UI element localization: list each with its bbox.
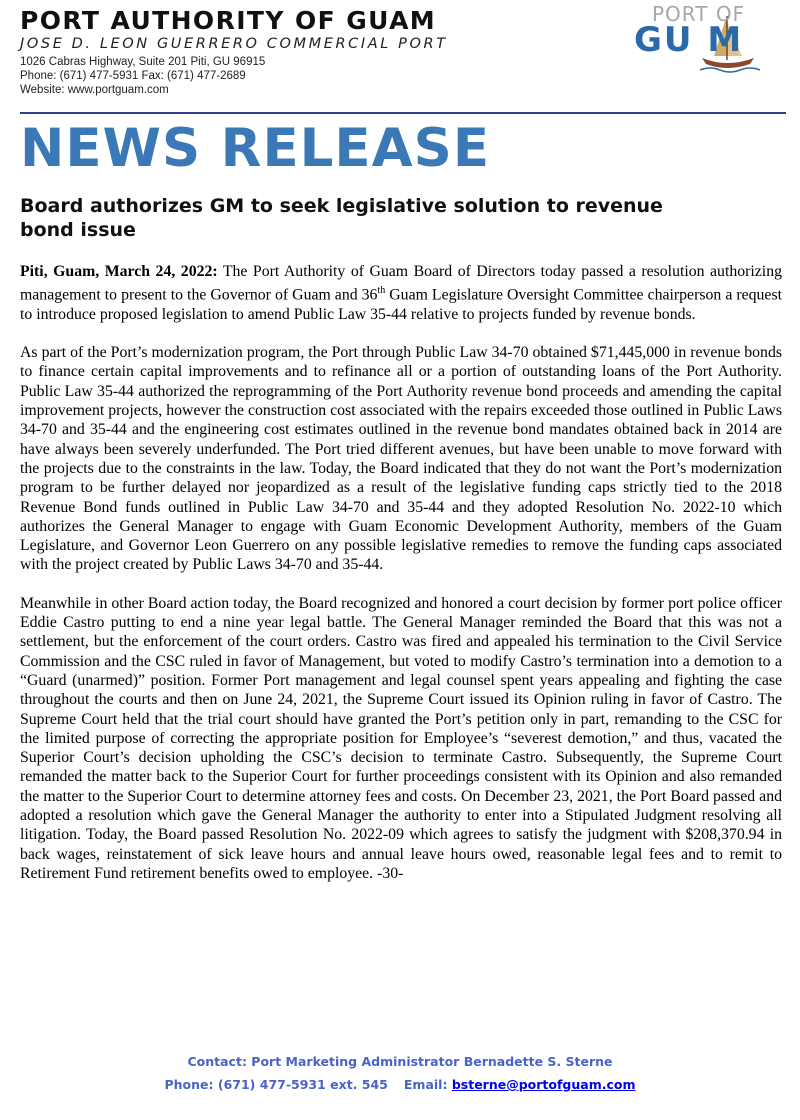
address: 1026 Cabras Highway, Suite 201 Piti, GU 96915 <box>20 56 266 68</box>
phone-fax: Phone: (671) 477-5931 Fax: (671) 477-2689 <box>20 70 246 82</box>
logo-text-guam: GU M <box>634 20 744 60</box>
website: Website: www.portguam.com <box>20 84 169 96</box>
paragraph-2: As part of the Port’s modernization program, the Port through Public Law 34-70 obtained $71,445,000 in revenue bonds to finance certain capital improvements and to refinance all or a portion of outstanding loans of the Port Authority. Public Law 35-44 authorized the reprogramming of the Port Authority revenue bond proceeds and amending the capital improvement projects, however the construction cost associated with the repairs exceeded those outlined in Public Laws 34-70 and 35-44 and the engineering cost estimates outlined in the revenue bond mandates obtained back in 2014 are have always been severely underfunded. The Port tried different avenues, but have been unable to move forward with the projects due to the constraints in the law. Today, the Board indicated that they do not want the Port’s modernization program to be further delayed nor jeopardized as a result of the legislative funding caps strictly tied to the 2018 Revenue Bond funds outlined in Public Law 34-70 and 35-44 and they adopted Resolution No. 2022-10 which authorizes the General Manager to engage with Guam Economic Development Authority, members of the Guam Legislature, and Governor Leon Guerrero on any possible legislative remedies to remove the funding caps associated with the project created by Public Laws 34-70 and 35-44. <box>20 344 782 574</box>
footer-phone-email <box>0 1077 800 1092</box>
footer-contact: Contact: Port Marketing Administrator Bernadette S. Sterne <box>187 1054 613 1069</box>
article-body <box>20 262 782 902</box>
footer-phone: Phone: (671) 477-5931 ext. 545 <box>164 1077 388 1092</box>
letterhead <box>20 4 780 114</box>
page-title: NEWS RELEASE <box>20 118 491 179</box>
logo-text-port: PORT OF <box>652 2 746 26</box>
superscript: th <box>377 285 386 297</box>
paragraph-3: Meanwhile in other Board action today, the Board recognized and honored a court decision by former port police officer Eddie Castro putting to end a nine year legal battle. The General Manager reminded the Board that this was not a settlement, but the enforcement of the court orders. Castro was fired and appealed his termination to the Civil Service Commission and the CSC ruled in favor of Management, but voted to modify Castro’s termination into a demotion to a “Guard (unarmed)” position. Former Port management and legal counsel spent years appealing and fighting the case throughout the courts and then on June 24, 2021, the Supreme Court issued its Opinion ruling in favor of Castro. The Supreme Court held that the trial court should have granted the Port’s petition only in part, remanding to the CSC for the limited purpose of correcting the appropriate position for Employee’s “severest demotion,” and thus, vacated the Superior Court’s decision upholding the CSC’s decision to terminate Castro. Subsequently, the Supreme Court remanded the matter back to the Superior Court for further proceedings consistent with its Opinion and also remanded the matter to the Superior Court to determine attorney fees and costs. On December 23, 2021, the Port Board passed and adopted a resolution which gave the General Manager the authority to enter into a Stipulated Judgment resolving all litigation. Today, the Board passed Resolution No. 2022-09 which agrees to satisfy the judgment with $208,370.94 in back wages, reinstatement of sick leave hours and annual leave hours owed, reasonable legal fees and to remit to Retirement Fund retirement benefits owed to employee. -30- <box>20 594 782 882</box>
port-of-guam-logo <box>630 4 780 78</box>
footer-email-link[interactable]: bsterne@portofguam.com <box>451 1077 636 1092</box>
paragraph-1-text-b: Guam Legislature Oversight Committee chairperson a request to introduce proposed legislation to amend Public Law 35-44 relative to projects funded by revenue bonds. <box>20 286 782 323</box>
port-name: JOSE D. LEON GUERRERO COMMERCIAL PORT <box>20 36 448 52</box>
header-rule <box>20 112 786 114</box>
org-name: PORT AUTHORITY OF GUAM <box>20 6 437 35</box>
headline: Board authorizes GM to seek legislative solution to revenue bond issue <box>20 195 663 241</box>
footer-email-label: Email: <box>403 1077 448 1092</box>
paragraph-1 <box>20 262 782 324</box>
dateline: Piti, Guam, March 24, 2022: <box>20 263 218 280</box>
paragraph-1-text-a: The Port Authority of Guam Board of Directors today passed a resolution authorizing management to present to the Governor of Guam and 36 <box>20 263 782 304</box>
